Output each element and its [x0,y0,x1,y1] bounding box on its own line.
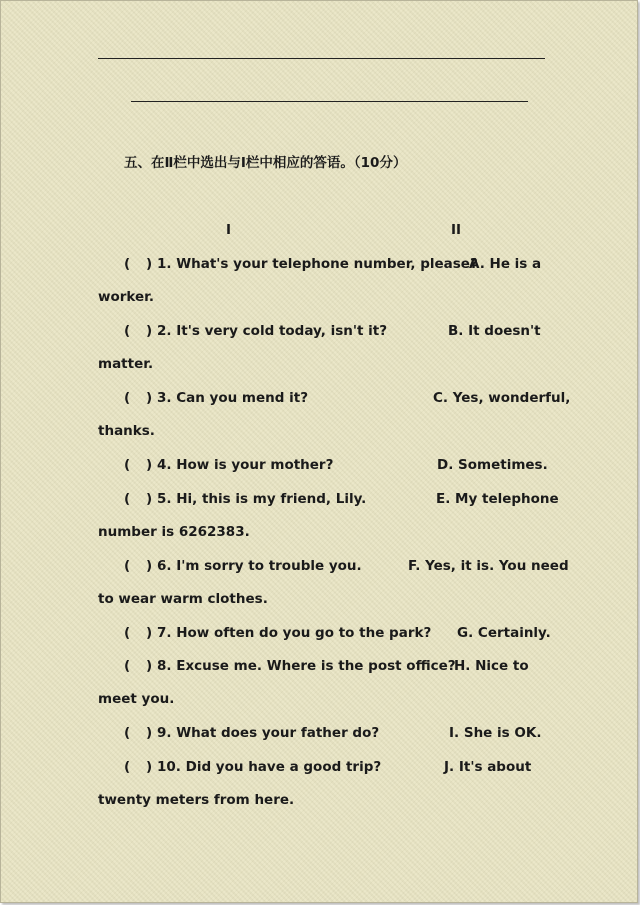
answer-option-c: C. Yes, wonderful, [433,390,571,406]
answer-option-h-cont: meet you. [98,691,175,707]
answer-paren-open-3: ( [124,390,131,406]
answer-option-e: E. My telephone [436,491,559,507]
answer-option-j: J. It's about [444,759,532,775]
column-ii-header: II [451,222,462,238]
answer-option-d: D. Sometimes. [437,457,548,473]
answer-line-2 [131,101,528,102]
answer-paren-open-5: ( [124,491,131,507]
answer-option-j-cont: twenty meters from here. [98,792,295,808]
answer-option-e-cont: number is 6262383. [98,524,250,540]
answer-paren-close-5: ) [146,491,153,507]
column-i-header: I [226,222,232,238]
answer-paren-open-8: ( [124,658,131,674]
answer-paren-close-9: ) [146,725,153,741]
answer-paren-close-6: ) [146,558,153,574]
answer-paren-close-10: ) [146,759,153,775]
question-7: 7. How often do you go to the park? [157,625,432,641]
answer-paren-close-8: ) [146,658,153,674]
answer-paren-open-4: ( [124,457,131,473]
answer-paren-open-1: ( [124,256,131,272]
question-4: 4. How is your mother? [157,457,334,473]
question-5: 5. Hi, this is my friend, Lily. [157,491,367,507]
answer-option-i: I. She is OK. [449,725,542,741]
answer-paren-open-10: ( [124,759,131,775]
answer-option-c-cont: thanks. [98,423,155,439]
answer-option-h: H. Nice to [454,658,529,674]
question-3: 3. Can you mend it? [157,390,309,406]
answer-paren-close-1: ) [146,256,153,272]
answer-paren-open-7: ( [124,625,131,641]
answer-option-a: A. He is a [469,256,542,272]
answer-option-f-cont: to wear warm clothes. [98,591,268,607]
answer-option-b-cont: matter. [98,356,154,372]
answer-paren-open-6: ( [124,558,131,574]
question-2: 2. It's very cold today, isn't it? [157,323,388,339]
answer-paren-close-2: ) [146,323,153,339]
question-8: 8. Excuse me. Where is the post office? [157,658,456,674]
question-9: 9. What does your father do? [157,725,380,741]
answer-paren-close-3: ) [146,390,153,406]
question-1: 1. What's your telephone number, please? [157,256,478,272]
answer-paren-close-4: ) [146,457,153,473]
answer-option-g: G. Certainly. [457,625,551,641]
answer-paren-open-2: ( [124,323,131,339]
question-6: 6. I'm sorry to trouble you. [157,558,362,574]
question-10: 10. Did you have a good trip? [157,759,382,775]
answer-option-b: B. It doesn't [448,323,541,339]
answer-option-a-cont: worker. [98,289,155,305]
answer-paren-open-9: ( [124,725,131,741]
answer-option-f: F. Yes, it is. You need [408,558,569,574]
answer-line-1 [98,58,545,59]
answer-paren-close-7: ) [146,625,153,641]
section-heading: 五、在Ⅱ栏中选出与Ⅰ栏中相应的答语。（10分） [124,155,407,171]
